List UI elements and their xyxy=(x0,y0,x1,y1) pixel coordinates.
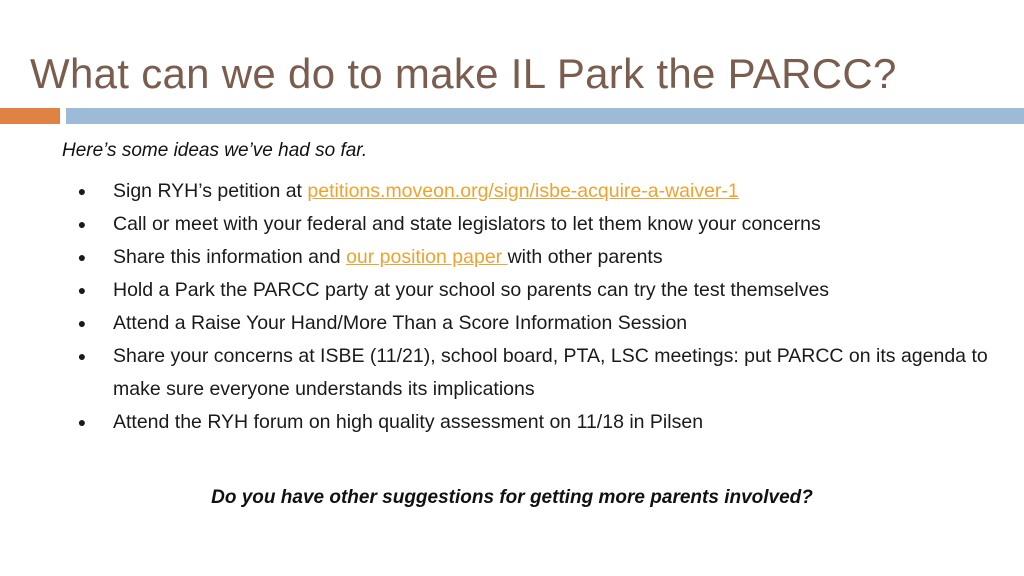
bullet-text: Call or meet with your federal and state legislators to let them know your concerns xyxy=(113,213,821,235)
slide-subtitle: Here’s some ideas we’ve had so far. xyxy=(62,140,368,161)
bullet-icon: ● xyxy=(77,183,87,199)
accent-bar-blue xyxy=(66,108,1024,124)
list-item-petition xyxy=(72,175,992,208)
list-item-meetings xyxy=(72,340,992,406)
bullet-icon: ● xyxy=(77,414,87,430)
list-item-share-info xyxy=(72,241,992,274)
bullet-text: Attend the RYH forum on high quality assessment on 11/18 in Pilsen xyxy=(113,411,704,433)
bullet-icon: ● xyxy=(77,315,87,331)
position-paper-link[interactable]: our position paper xyxy=(346,246,508,268)
petition-link[interactable]: petitions.moveon.org/sign/isbe-acquire-a-waiver-1 xyxy=(307,180,739,202)
slide-title: What can we do to make IL Park the PARCC? xyxy=(30,50,897,97)
list-item-info-session xyxy=(72,307,992,340)
list-item-legislators xyxy=(72,208,992,241)
accent-bar-orange xyxy=(0,108,60,124)
bullet-icon: ● xyxy=(77,282,87,298)
closing-question: Do you have other suggestions for getting more parents involved? xyxy=(211,487,813,508)
list-item-forum xyxy=(72,406,992,439)
bullet-icon: ● xyxy=(77,348,87,364)
bullet-icon: ● xyxy=(77,249,87,265)
bullet-text: Hold a Park the PARCC party at your school so parents can try the test themselves xyxy=(113,279,830,301)
bullet-text: Attend a Raise Your Hand/More Than a Score Information Session xyxy=(113,312,688,334)
bullet-text: Sign RYH’s petition at xyxy=(113,180,308,202)
list-item-party xyxy=(72,274,992,307)
bullet-text: Share this information and xyxy=(113,246,347,268)
bullet-text: Share your concerns at ISBE (11/21), school board, PTA, LSC meetings: put PARCC on its agenda to make sure everyone understands its implications xyxy=(113,345,988,400)
bullet-icon: ● xyxy=(77,216,87,232)
bullet-text: with other parents xyxy=(507,246,663,268)
ideas-list xyxy=(72,175,992,439)
